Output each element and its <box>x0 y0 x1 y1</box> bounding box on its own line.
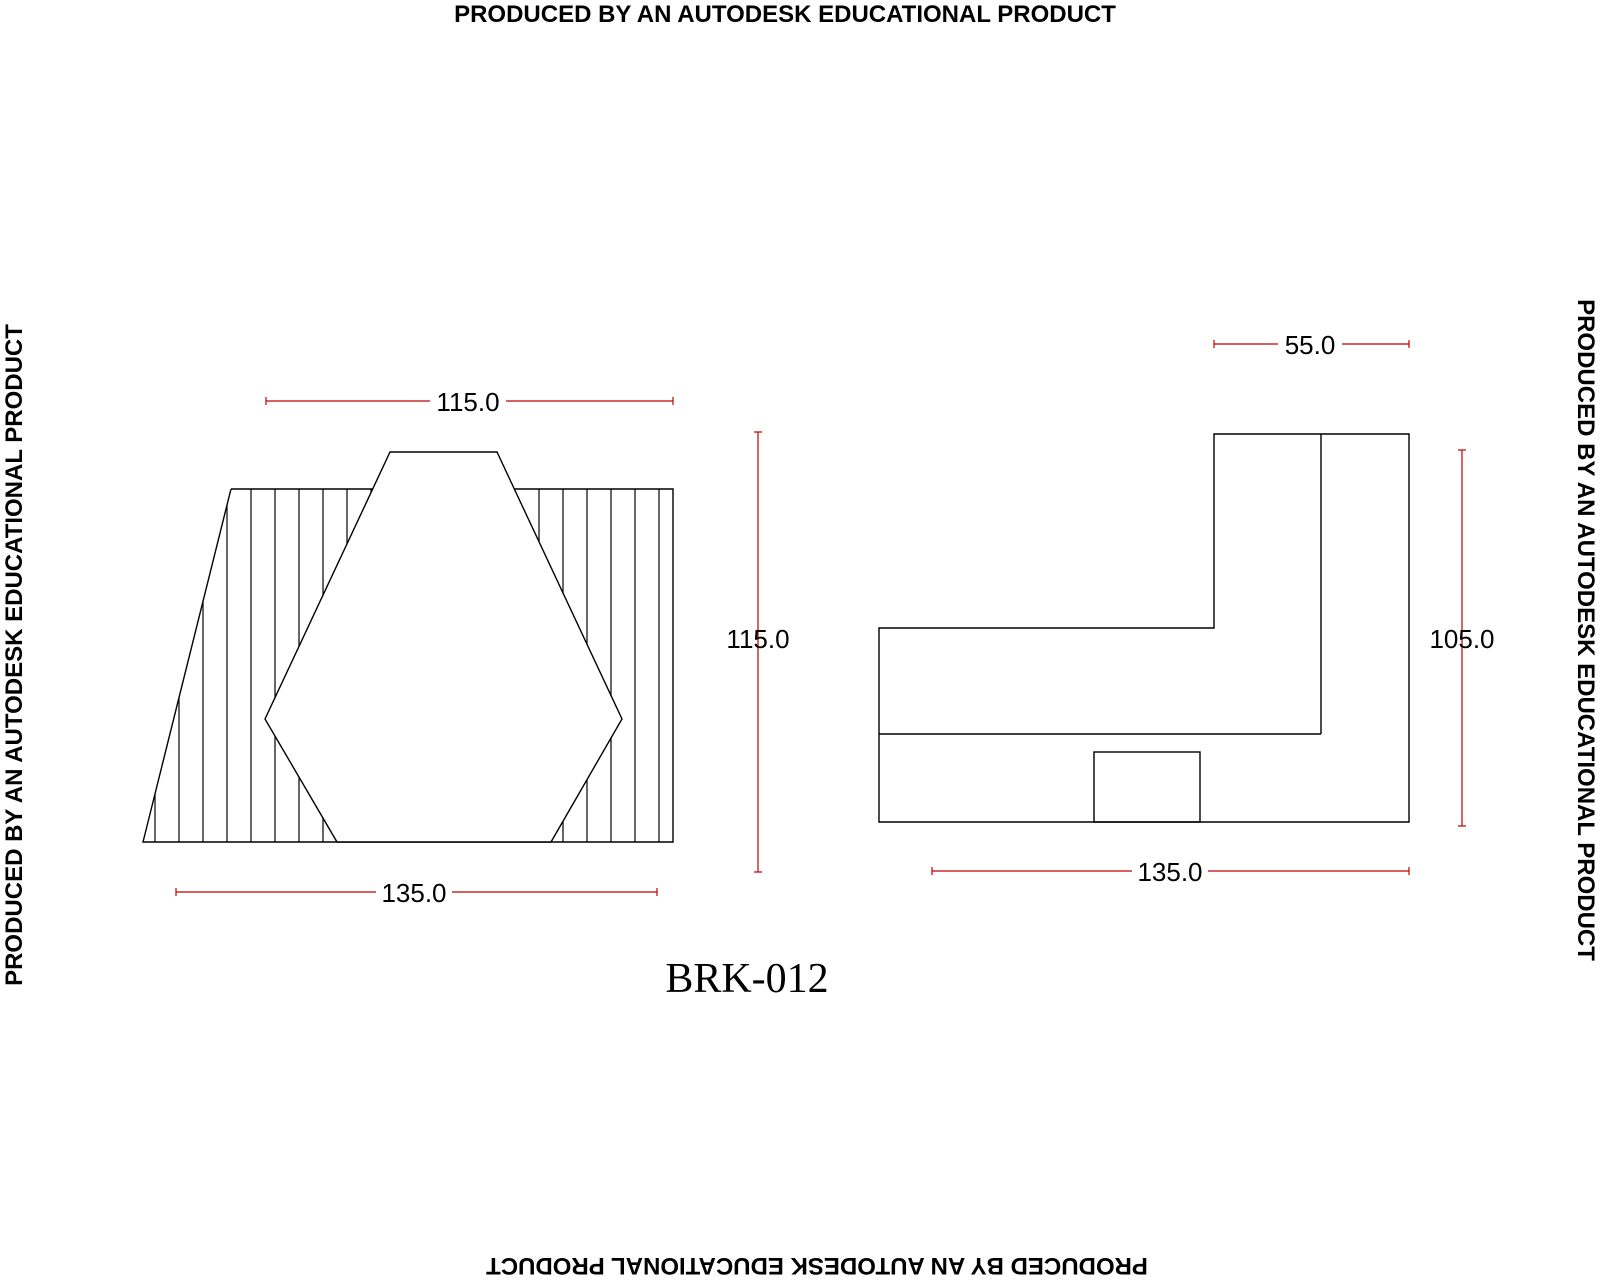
side-top-width-dimension <box>1214 329 1409 360</box>
part-number: BRK-012 <box>665 956 829 1002</box>
watermark-right: PRODUCED BY AN AUTODESK EDUCATIONAL PRODUCT <box>1572 299 1599 961</box>
watermark-top: PRODUCED BY AN AUTODESK EDUCATIONAL PRODUCT <box>454 1 1116 28</box>
front-height-dimension <box>726 432 789 872</box>
watermark-bottom: PRODUCED BY AN AUTODESK EDUCATIONAL PRODUCT <box>486 1252 1148 1279</box>
front-view-hexagon-cutout <box>265 452 622 842</box>
side-bottom-width-dimension <box>932 856 1409 887</box>
front-top-width-label: 115.0 <box>436 387 500 417</box>
side-view-slot <box>1094 752 1200 822</box>
side-height-dimension <box>1429 450 1494 826</box>
front-top-width-dimension <box>266 386 673 417</box>
front-height-label: 115.0 <box>726 624 790 654</box>
watermark-left: PRODUCED BY AN AUTODESK EDUCATIONAL PRODUCT <box>1 324 28 986</box>
side-height-label: 105.0 <box>1429 624 1495 654</box>
side-bottom-width-label: 135.0 <box>1137 857 1203 887</box>
front-bottom-width-dimension <box>176 877 657 908</box>
front-bottom-width-label: 135.0 <box>381 878 447 908</box>
side-view <box>879 329 1495 887</box>
side-top-width-label: 55.0 <box>1284 330 1336 360</box>
front-view <box>143 386 790 908</box>
side-view-outline <box>879 434 1409 822</box>
